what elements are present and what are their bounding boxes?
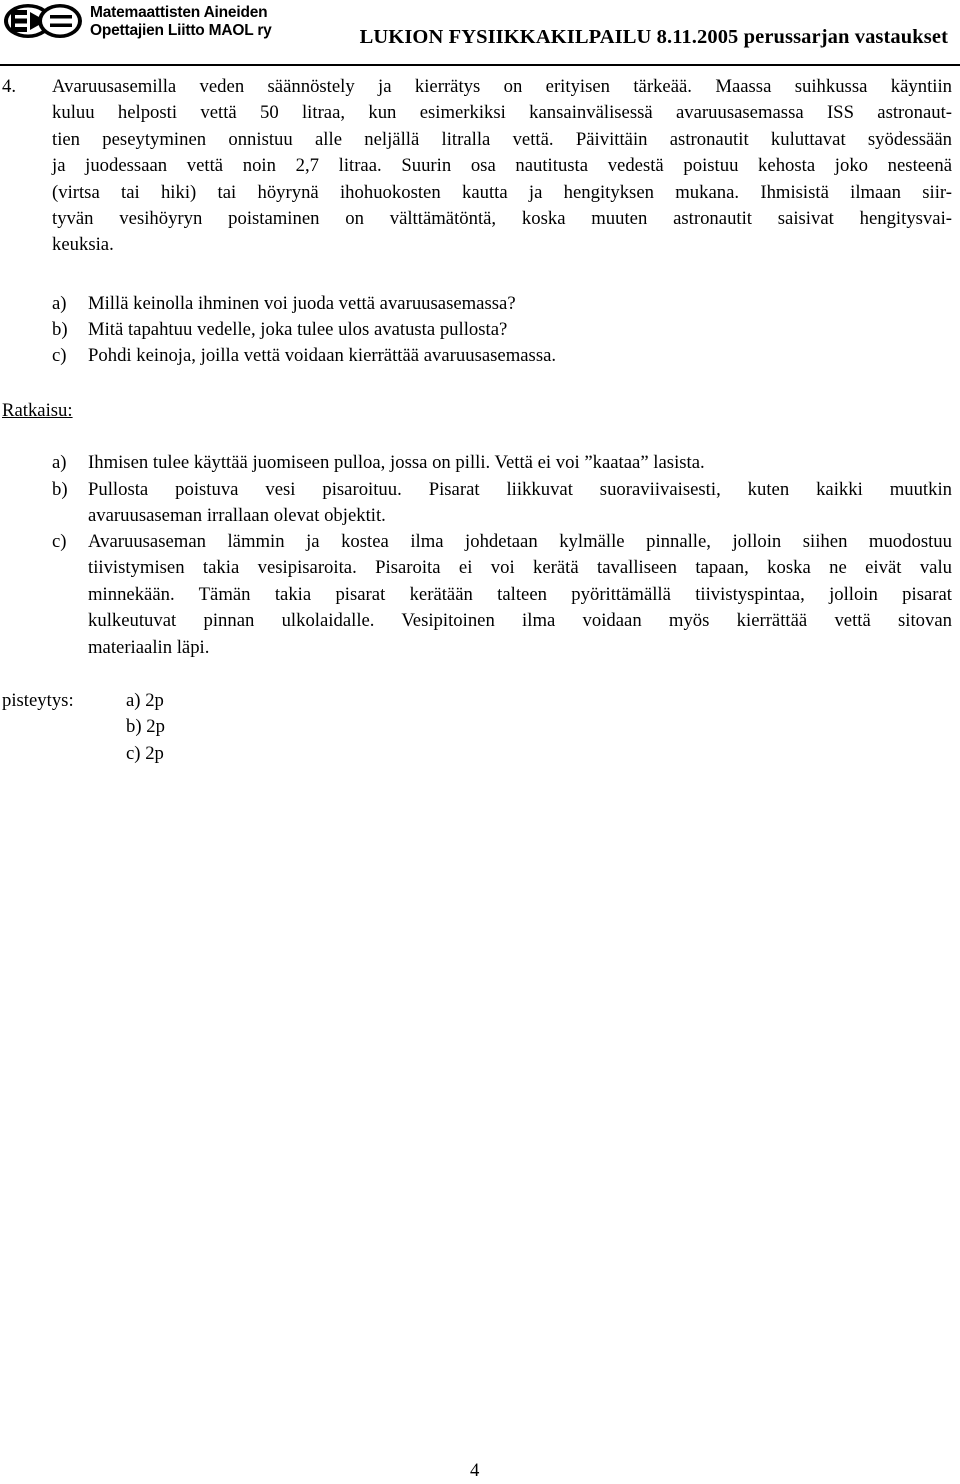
organization-name <box>90 4 272 40</box>
answer-line: Avaruusaseman lämmin ja kostea ilma johdetaan kylmälle pinnalle, jolloin siihen muodostuu <box>88 531 952 552</box>
answer-line: Ihmisen tulee käyttää juomiseen pulloa, jossa on pilli. Vettä ei voi ”kaataa” lasista. <box>88 452 705 473</box>
score-item: a) 2p <box>126 690 164 711</box>
answer-label: a) <box>52 452 67 473</box>
question-line: tien peseytyminen onnistuu alle neljällä litralla vettä. Päivittäin astronautit kuluttavat syödessään <box>52 128 952 150</box>
answer-line: tiivistymisen takia vesipisaroita. Pisaroita ei voi kerätä tavalliseen tapaan, koska ne eivät valu <box>88 557 952 579</box>
part-text: Mitä tapahtuu vedelle, joka tulee ulos avatusta pullosta? <box>88 319 508 340</box>
question-line: (virtsa tai hiki) tai höyrynä ihohuokosten kautta ja hengityksen mukana. Ihmisistä ilmaan siir- <box>52 181 952 203</box>
question-line: tyvän vesihöyryn poistaminen on välttämätöntä, koska muuten astronautit saisivat hengitysvai- <box>52 208 952 230</box>
question-number: 4. <box>2 76 17 97</box>
answer-line: kulkeutuvat pinnan ulkolaidalle. Vesipitoinen ilma voidaan myös kierrättää vettä sitovan <box>88 610 952 632</box>
document-title: LUKION FYSIIKKAKILPAILU 8.11.2005 perussarjan vastaukset <box>359 26 948 48</box>
part-label: a) <box>52 293 67 314</box>
page-number: 4 <box>470 1460 480 1481</box>
organization-line-2: Opettajien Liitto MAOL ry <box>90 22 272 39</box>
answer-label: b) <box>52 479 68 500</box>
question-text <box>52 74 952 259</box>
question-line: ja juodessaan vettä noin 2,7 litraa. Suurin osa nautitusta vedestä poistuu kehosta joko nesteenä <box>52 155 952 177</box>
question-line: keuksia. <box>52 234 114 256</box>
page-header <box>0 0 960 72</box>
part-text: Millä keinolla ihminen voi juoda vettä avaruusasemassa? <box>88 293 516 314</box>
answer-label: c) <box>52 531 67 552</box>
question-line: Avaruusasemilla veden säännöstely ja kierrätys on erityisen tärkeää. Maassa suihkussa käyntiin <box>52 76 952 97</box>
part-text: Pohdi keinoja, joilla vettä voidaan kierrättää avaruusasemassa. <box>88 345 557 366</box>
organization-line-1: Matemaattisten Aineiden <box>90 4 268 21</box>
scoring-list <box>126 688 165 767</box>
maol-logo <box>2 2 84 40</box>
answer-line: Pullosta poistuva vesi pisaroituu. Pisarat liikkuvat suoraviivaisesti, kuten kaikki muutkin <box>88 479 952 500</box>
scoring-label: pisteytys: <box>2 690 74 711</box>
answer-text <box>88 450 952 476</box>
score-item: b) 2p <box>126 716 165 738</box>
part-label: b) <box>52 319 68 340</box>
score-item: c) 2p <box>126 742 164 764</box>
answer-line: minnekään. Tämän takia pisarat kerätään talteen pyörittämällä tiivistyspintaa, jolloin pisarat <box>88 583 952 605</box>
answer-text <box>88 477 952 530</box>
answer-line: avaruusaseman irrallaan olevat objektit. <box>88 505 386 527</box>
solution-heading: Ratkaisu: <box>2 400 73 421</box>
question-line: kuluu helposti vettä 50 litraa, kun esimerkiksi kansainvälisessä avaruusasemassa ISS astronaut- <box>52 102 952 124</box>
answer-text <box>88 529 952 661</box>
answer-line: materiaalin läpi. <box>88 636 210 658</box>
header-rule <box>0 64 960 66</box>
part-label: c) <box>52 345 67 366</box>
